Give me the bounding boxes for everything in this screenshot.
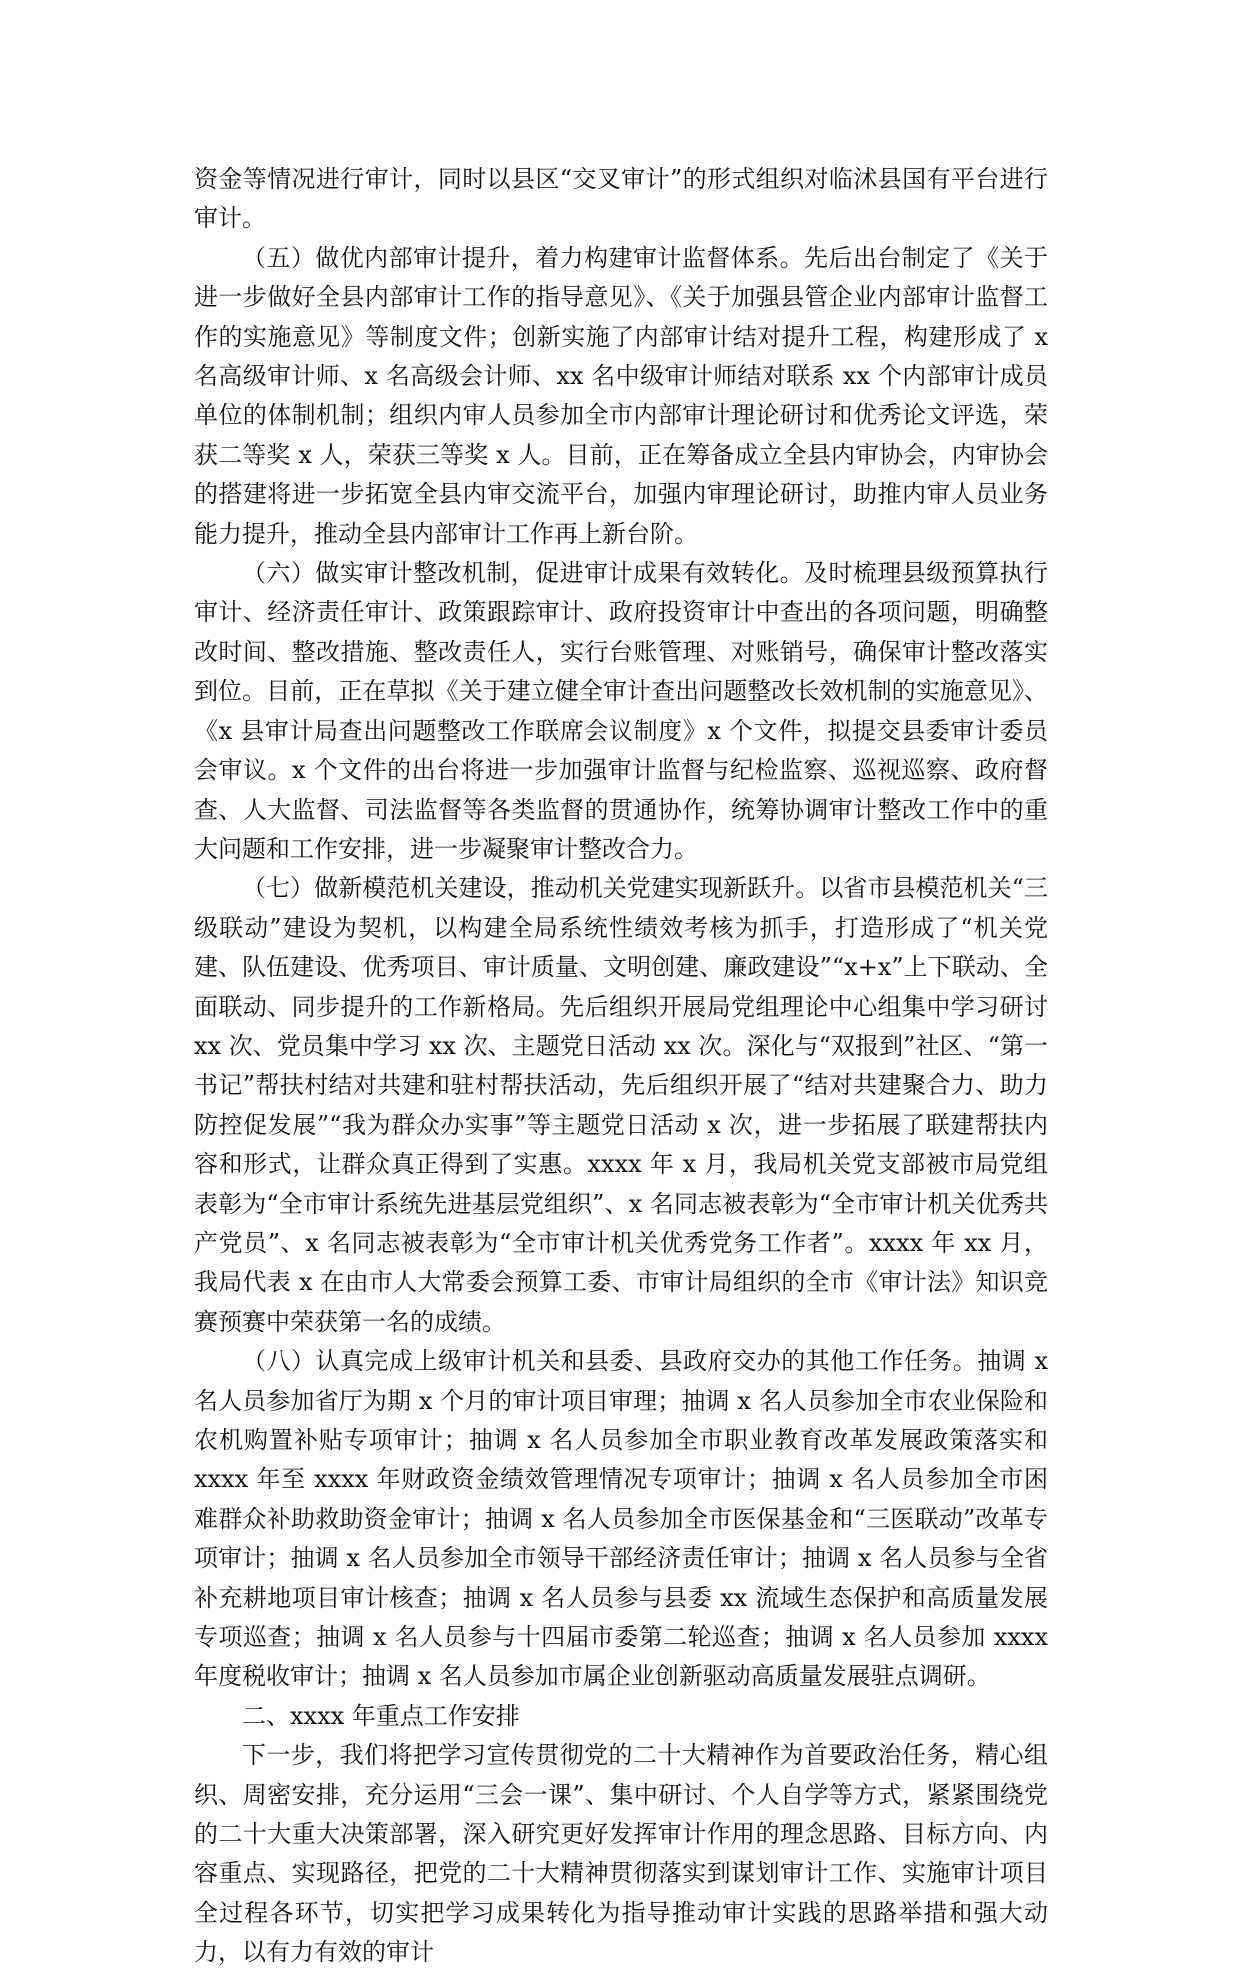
section-heading-key-work: 二、xxxx 年重点工作安排 [242, 1701, 520, 1730]
paragraph-next-steps: 下一步，我们将把学习宣传贯彻党的二十大精神作为首要政治任务，精心组织、周密安排，充分运用“三会一课”、集中研讨、个人自学等方式，紧紧围绕党的二十大重大决策部署，深入研究更好发挥审计作用的理念思路、目标方向、内容重点、实现路径，把党的二十大精神贯彻落实到谋划审计工作、实施审计项目全过程各环节，切实把学习成果转化为指导推动审计实践的思路举措和强大动力，以有力有效的审计 [194, 1741, 1048, 1967]
paragraph-other-tasks: （八）认真完成上级审计机关和县委、县政府交办的其他工作任务。抽调 x 名人员参加省厅为期 x 个月的审计项目审理；抽调 x 名人员参加全市农业保险和农机购置补贴专项审计；抽调 x 名人员参加全市职业教育改革发展政策落实和 xxxx 年至 xxxx 年财政资金绩效管理情况专项审计；抽调 x 名人员参加全市困难群众补助救助资金审计；抽调 x 名人员参加全市医保基金和“三医联动”改革专项审计；抽调 x 名人员参加全市领导干部经济责任审计；抽调 x 名人员参与全省补充耕地项目审计核查；抽调 x 名人员参与县委 xx 流域生态保护和高质量发展专项巡查；抽调 x 名人员参与十四届市委第二轮巡查；抽调 x 名人员参加 xxxx 年度税收审计；抽调 x 名人员参加市属企业创新驱动高质量发展驻点调研。 [194, 1347, 1048, 1691]
paragraph-party-building: （七）做新模范机关建设，推动机关党建实现新跃升。以省市县模范机关“三级联动”建设为契机，以构建全局系统性绩效考核为抓手，打造形成了“机关党建、队伍建设、优秀项目、审计质量、文明创建、廉政建设”“x+x”上下联动、全面联动、同步提升的工作新格局。先后组织开展局党组理论中心组集中学习研讨 xx 次、党员集中学习 xx 次、主题党日活动 xx 次。深化与“双报到”社区、“第一书记”帮扶村结对共建和驻村帮扶活动，先后组织开展了“结对共建聚合力、助力防控促发展”“我为群众办实事”等主题党日活动 x 次，进一步拓展了联建帮扶内容和形式，让群众真正得到了实惠。xxxx 年 x 月，我局机关党支部被市局党组表彰为“全市审计系统先进基层党组织”、x 名同志被表彰为“全市审计机关优秀共产党员”、x 名同志被表彰为“全市审计机关优秀党务工作者”。xxxx 年 xx 月，我局代表 x 在由市人大常委会预算工委、市审计局组织的全市《审计法》知识竞赛预赛中荣获第一名的成绩。 [194, 874, 1048, 1336]
paragraph-internal-audit: （五）做优内部审计提升，着力构建审计监督体系。先后出台制定了《关于进一步做好全县内部审计工作的指导意见》、《关于加强县管企业内部审计监督工作的实施意见》等制度文件；创新实施了内部审计结对提升工程，构建形成了 x 名高级审计师、x 名高级会计师、xx 名中级审计师结对联系 xx 个内部审计成员单位的体制机制；组织内审人员参加全市内部审计理论研讨和优秀论文评选，荣获二等奖 x 人，荣获三等奖 x 人。目前，正在筹备成立全县内审协会，内审协会的搭建将进一步拓宽全县内审交流平台，加强内审理论研讨，助推内审人员业务能力提升，推动全县内部审计工作再上新台阶。 [194, 243, 1048, 548]
paragraph-audit-rectification: （六）做实审计整改机制，促进审计成果有效转化。及时梳理县级预算执行审计、经济责任审计、政策跟踪审计、政府投资审计中查出的各项问题，明确整改时间、整改措施、整改责任人，实行台账管理、对账销号，确保审计整改落实到位。目前，正在草拟《关于建立健全审计查出问题整改长效机制的实施意见》、《x 县审计局查出问题整改工作联席会议制度》x 个文件，拟提交县委审计委员会审议。x 个文件的出台将进一步加强审计监督与纪检监察、巡视巡察、政府督查、人大监督、司法监督等各类监督的贯通协作，统筹协调审计整改工作中的重大问题和工作安排，进一步凝聚审计整改合力。 [194, 559, 1048, 863]
document-page [194, 160, 1048, 1973]
paragraph-continuation: 资金等情况进行审计，同时以县区“交叉审计”的形式组织对临沭县国有平台进行审计。 [194, 165, 1048, 233]
